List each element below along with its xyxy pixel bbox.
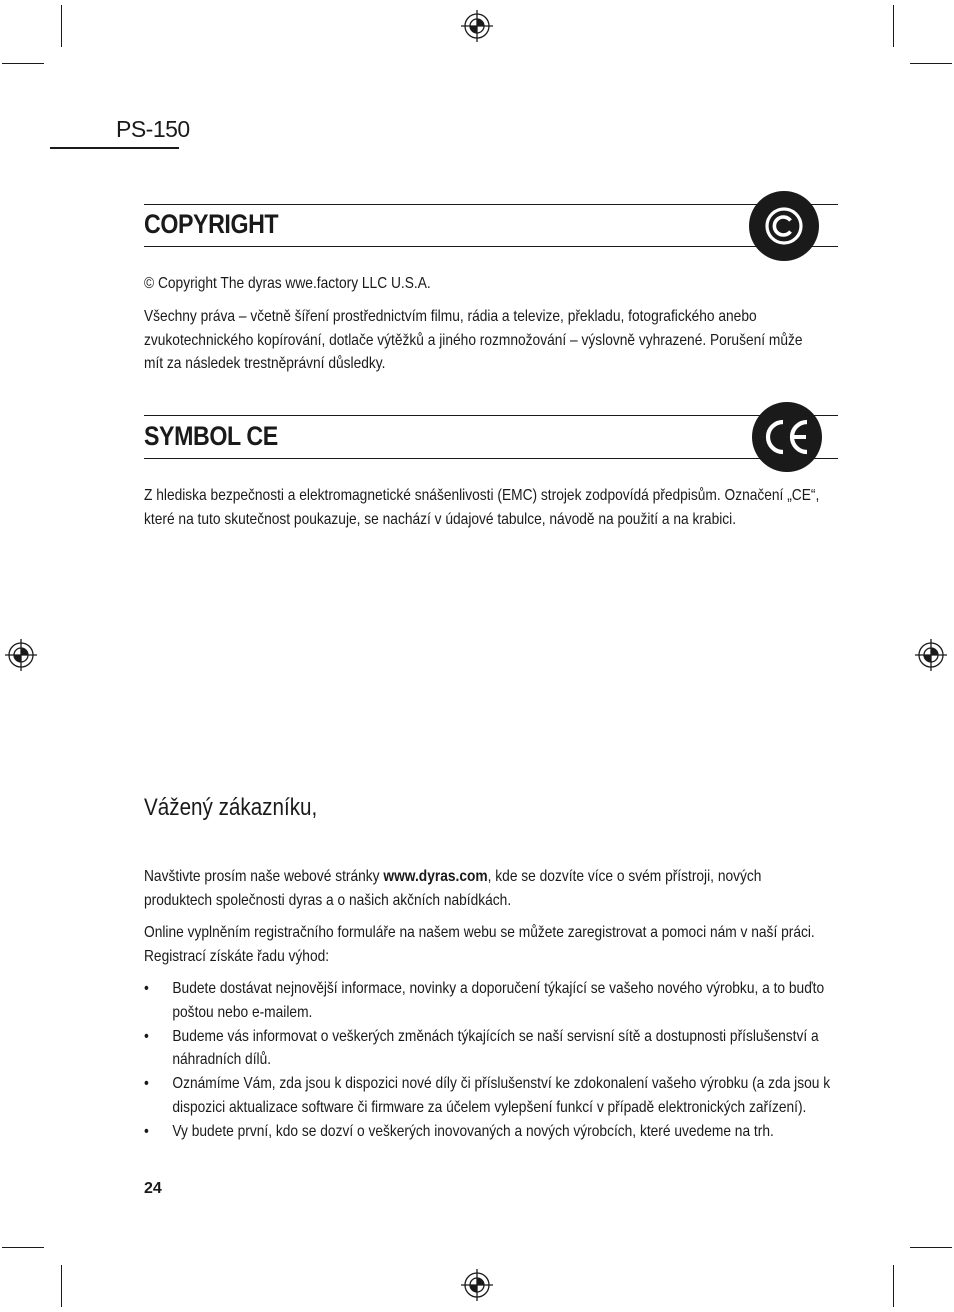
- ce-description: Z hlediska bezpečnosti a elektromagnetické snášenlivosti (EMC) strojek zodpovídá předpisům. Označení „CE“, které na tuto skutečnost poukazuje, se nachází v údajové tabulce, návodě na použití a na krabici.: [144, 487, 820, 528]
- registration-mark-icon: [460, 1268, 494, 1302]
- crop-mark: [61, 1265, 62, 1307]
- crop-mark: [893, 1265, 894, 1307]
- page-number: 24: [144, 1180, 162, 1197]
- crop-mark: [2, 63, 44, 64]
- website-paragraph: [144, 865, 823, 912]
- crop-mark: [910, 63, 952, 64]
- section-rule-bottom: [144, 246, 838, 247]
- bullet: •: [144, 1075, 149, 1092]
- section-title-copyright: COPYRIGHT: [144, 209, 279, 239]
- crop-mark: [910, 1247, 952, 1248]
- ce-mark-icon: [752, 402, 822, 472]
- list-item: [144, 1120, 832, 1144]
- list-item-text: Budeme vás informovat o veškerých změnách týkajících se naší servisní sítě a dostupnosti příslušenství a náhradních dílů.: [172, 1027, 819, 1068]
- list-item: [144, 1072, 832, 1119]
- model-name: PS-150: [116, 116, 190, 142]
- copyright-notice: © Copyright The dyras wwe.factory LLC U.S.A.: [144, 275, 431, 292]
- list-item: [144, 977, 832, 1024]
- website-text-before: Navštivte prosím naše webové stránky: [144, 868, 384, 885]
- website-link[interactable]: www.dyras.com: [383, 868, 488, 885]
- section-rule-top: [144, 415, 838, 416]
- greeting: Vážený zákazníku,: [144, 794, 318, 821]
- list-item-text: Budete dostávat nejnovější informace, novinky a doporučení týkající se vašeho nového výrobku, a to buďto poštou nebo e-mailem.: [172, 980, 825, 1021]
- copyright-icon: [749, 191, 819, 261]
- crop-mark: [61, 5, 62, 47]
- crop-mark: [893, 5, 894, 47]
- bullet: •: [144, 1027, 149, 1045]
- website-text-after: , kde se dozvíte více o svém přístroji, nových produktech společnosti dyras a o našich akčních nabídkách.: [144, 868, 762, 909]
- list-item-text: Vy budete první, kdo se dozví o veškerých inovovaných a nových výrobcích, které uvedeme na trh.: [172, 1122, 774, 1140]
- registration-mark-icon: [914, 638, 948, 672]
- crop-mark: [2, 1247, 44, 1248]
- model-underline: [50, 147, 179, 149]
- list-item-text: Oznámíme Vám, zda jsou k dispozici nové díly či příslušenství ke zdokonalení vašeho výrobku (a zda jsou k dispozici aktualizace software či firmware za účelem vylepšení funkcí v případě elektronických zařízení).: [172, 1075, 831, 1116]
- bullet: •: [144, 1122, 149, 1140]
- section-title-ce: SYMBOL CE: [144, 421, 278, 451]
- registration-mark-icon: [4, 638, 38, 672]
- registration-paragraph: Online vyplněním registračního formuláře na našem webu se můžete zaregistrovat a pomoci nám v naší práci. Registrací získáte řadu výhod:: [144, 924, 815, 965]
- registration-mark-icon: [460, 9, 494, 43]
- list-item: [144, 1025, 832, 1072]
- section-rule-top: [144, 204, 838, 205]
- section-rule-bottom: [144, 458, 838, 459]
- bullet: •: [144, 980, 149, 997]
- copyright-rights-text: Všechny práva – včetně šíření prostřednictvím filmu, rádia a televize, překladu, fotografického anebo zvukotechnického kopírování, dotlače výtěžků a jiného rozmnožování – výslovně vyhrazené. Porušení může mít za následek trestněprávní důsledky.: [144, 308, 803, 372]
- benefits-list: [144, 977, 832, 1144]
